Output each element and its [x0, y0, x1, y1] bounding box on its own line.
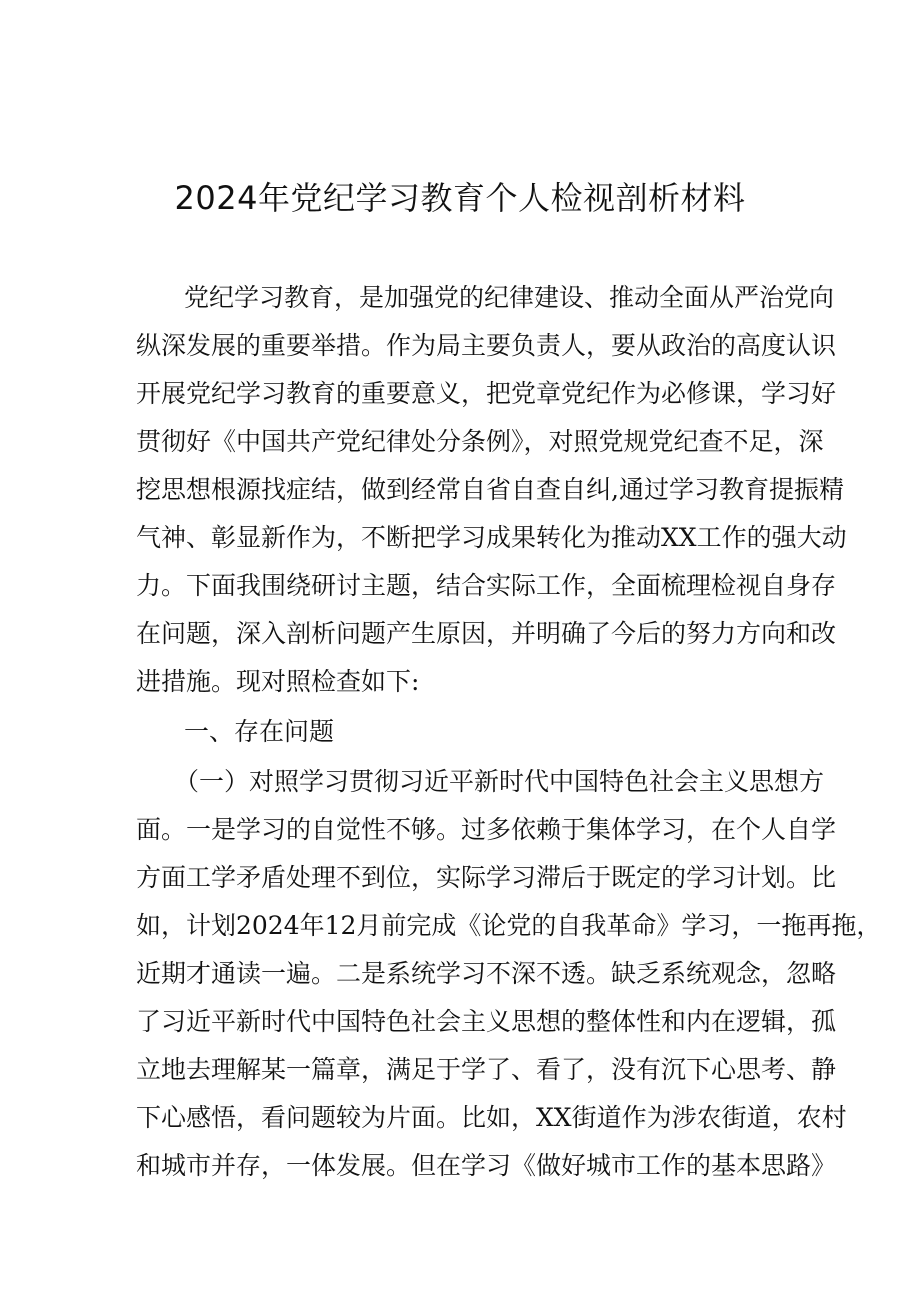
paragraph-line: （一）对照学习贯彻习近平新时代中国特色社会主义思想方	[174, 767, 825, 796]
paragraph-line: 气神、彰显新作为，不断把学习成果转化为推动XX工作的强大动	[136, 523, 847, 552]
section-heading: 一、存在问题	[184, 717, 335, 746]
paragraph-line: 近期才通读一遍。二是系统学习不深不透。缺乏系统观念，忽略	[136, 959, 837, 988]
document-title: 2024年党纪学习教育个人检视剖析材料	[174, 179, 746, 217]
paragraph-line: 开展党纪学习教育的重要意义，把党章党纪作为必修课，学习好	[136, 379, 837, 408]
paragraph-line: 在问题，深入剖析问题产生原因，并明确了今后的努力方向和改	[136, 619, 837, 648]
paragraph-line: 贯彻好《中国共产党纪律处分条例》，对照党规党纪查不足，深	[136, 427, 824, 456]
paragraph-line: 了习近平新时代中国特色社会主义思想的整体性和内在逻辑，孤	[136, 1007, 837, 1036]
paragraph-line: 立地去理解某一篇章，满足于学了、看了，没有沉下心思考、静	[136, 1055, 837, 1084]
paragraph-line: 方面工学矛盾处理不到位，实际学习滞后于既定的学习计划。比	[136, 863, 837, 892]
paragraph-line: 下心感悟，看问题较为片面。比如，XX街道作为涉农街道，农村	[136, 1103, 847, 1132]
paragraph-line: 党纪学习教育，是加强党的纪律建设、推动全面从严治党向	[184, 283, 835, 312]
paragraph-line: 进措施。现对照检查如下:	[136, 667, 420, 696]
paragraph-line: 如，计划2024年12月前完成《论党的自我革命》学习，一拖再拖，	[136, 911, 882, 940]
paragraph-line: 和城市并存，一体发展。但在学习《做好城市工作的基本思路》	[136, 1151, 837, 1180]
paragraph-line: 纵深发展的重要举措。作为局主要负责人，要从政治的高度认识	[136, 331, 837, 360]
paragraph-line: 力。下面我围绕研讨主题，结合实际工作，全面梳理检视自身存	[136, 571, 837, 600]
paragraph-line: 面。一是学习的自觉性不够。过多依赖于集体学习，在个人自学	[136, 815, 837, 844]
paragraph-line: 挖思想根源找症结，做到经常自省自查自纠,通过学习教育提振精	[136, 475, 844, 504]
